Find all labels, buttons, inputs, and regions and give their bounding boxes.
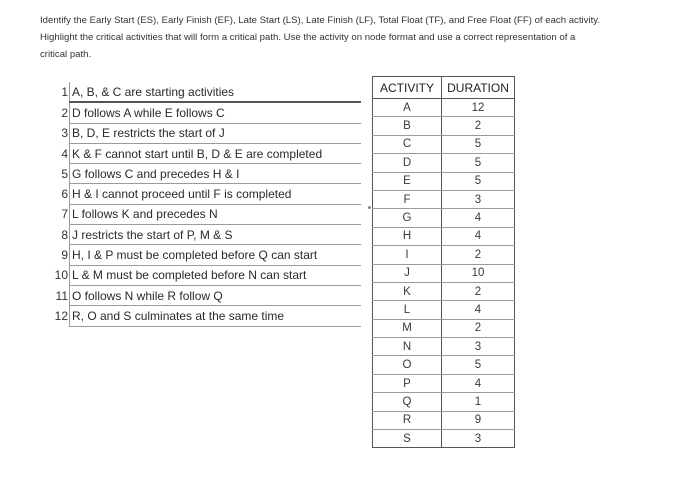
activity-cell: A — [373, 99, 442, 117]
duration-cell: 5 — [442, 154, 515, 172]
rule-number: 3 — [48, 123, 70, 143]
rule-row — [48, 204, 361, 224]
precedence-rules-table — [48, 82, 361, 327]
rule-number: 7 — [48, 204, 70, 224]
rule-number: 5 — [48, 164, 70, 184]
activity-row — [373, 246, 515, 264]
stray-dot — [368, 206, 371, 209]
rule-text: O follows N while R follow Q — [70, 285, 362, 305]
rule-text: L follows K and precedes N — [70, 204, 362, 224]
activity-row — [373, 319, 515, 337]
activity-row — [373, 356, 515, 374]
rule-number: 2 — [48, 102, 70, 123]
rule-text: G follows C and precedes H & I — [70, 164, 362, 184]
duration-cell: 2 — [442, 282, 515, 300]
activity-column-header: ACTIVITY — [373, 77, 442, 99]
activity-cell: Q — [373, 393, 442, 411]
rule-number: 8 — [48, 225, 70, 245]
rule-row — [48, 143, 361, 163]
activity-row — [373, 301, 515, 319]
rule-row — [48, 164, 361, 184]
activity-cell: D — [373, 154, 442, 172]
activity-cell: S — [373, 430, 442, 448]
activity-cell: C — [373, 135, 442, 153]
activity-table-header-row — [373, 77, 515, 99]
activity-row — [373, 282, 515, 300]
rule-number: 12 — [48, 306, 70, 326]
activity-row — [373, 190, 515, 208]
activity-cell: M — [373, 319, 442, 337]
instructions-line-2: Highlight the critical activities that will form a critical path. Use the activity on node format and use a correct representation of a — [40, 32, 576, 43]
activity-cell: L — [373, 301, 442, 319]
activity-row — [373, 227, 515, 245]
activity-cell: O — [373, 356, 442, 374]
duration-cell: 2 — [442, 246, 515, 264]
activity-row — [373, 264, 515, 282]
activity-row — [373, 430, 515, 448]
activity-cell: F — [373, 190, 442, 208]
activity-row — [373, 393, 515, 411]
duration-cell: 5 — [442, 356, 515, 374]
rule-text: J restricts the start of P, M & S — [70, 225, 362, 245]
activity-row — [373, 209, 515, 227]
activity-cell: N — [373, 338, 442, 356]
rule-row — [48, 184, 361, 204]
rule-row — [48, 306, 361, 326]
duration-cell: 1 — [442, 393, 515, 411]
duration-cell: 3 — [442, 190, 515, 208]
rule-text: B, D, E restricts the start of J — [70, 123, 362, 143]
duration-cell: 12 — [442, 99, 515, 117]
activity-duration-table — [372, 76, 515, 448]
rule-number: 9 — [48, 245, 70, 265]
rule-number: 11 — [48, 285, 70, 305]
instructions-line-1: Identify the Early Start (ES), Early Finish (EF), Late Start (LS), Late Finish (LF), Total Float (TF), and Free Float (FF) of each activity. — [40, 15, 600, 26]
activity-row — [373, 411, 515, 429]
duration-cell: 5 — [442, 135, 515, 153]
activity-cell: P — [373, 374, 442, 392]
duration-cell: 2 — [442, 117, 515, 135]
activity-row — [373, 135, 515, 153]
duration-cell: 4 — [442, 301, 515, 319]
activity-row — [373, 338, 515, 356]
rule-row — [48, 123, 361, 143]
rule-text: A, B, & C are starting activities — [70, 82, 362, 102]
duration-cell: 5 — [442, 172, 515, 190]
activity-cell: J — [373, 264, 442, 282]
rule-number: 6 — [48, 184, 70, 204]
activity-row — [373, 172, 515, 190]
duration-cell: 10 — [442, 264, 515, 282]
rule-row — [48, 102, 361, 123]
rule-number: 1 — [48, 82, 70, 102]
rule-text: D follows A while E follows C — [70, 102, 362, 123]
instructions — [40, 12, 660, 63]
activity-row — [373, 99, 515, 117]
activity-cell: K — [373, 282, 442, 300]
rule-row — [48, 245, 361, 265]
activity-cell: I — [373, 246, 442, 264]
rule-text: R, O and S culminates at the same time — [70, 306, 362, 326]
duration-cell: 2 — [442, 319, 515, 337]
rule-text: L & M must be completed before N can start — [70, 265, 362, 285]
duration-cell: 4 — [442, 374, 515, 392]
instructions-line-3: critical path. — [40, 49, 92, 60]
duration-cell: 9 — [442, 411, 515, 429]
activity-cell: R — [373, 411, 442, 429]
rule-row — [48, 225, 361, 245]
duration-cell: 3 — [442, 430, 515, 448]
duration-cell: 4 — [442, 227, 515, 245]
rule-text: K & F cannot start until B, D & E are completed — [70, 143, 362, 163]
activity-cell: E — [373, 172, 442, 190]
rule-text: H & I cannot proceed until F is completed — [70, 184, 362, 204]
rule-row — [48, 265, 361, 285]
rule-row — [48, 82, 361, 102]
duration-cell: 3 — [442, 338, 515, 356]
activity-cell: H — [373, 227, 442, 245]
rule-row — [48, 285, 361, 305]
activity-cell: G — [373, 209, 442, 227]
rule-text: H, I & P must be completed before Q can start — [70, 245, 362, 265]
duration-cell: 4 — [442, 209, 515, 227]
duration-column-header: DURATION — [442, 77, 515, 99]
activity-cell: B — [373, 117, 442, 135]
activity-row — [373, 117, 515, 135]
activity-row — [373, 154, 515, 172]
rule-number: 10 — [48, 265, 70, 285]
rule-number: 4 — [48, 143, 70, 163]
activity-row — [373, 374, 515, 392]
